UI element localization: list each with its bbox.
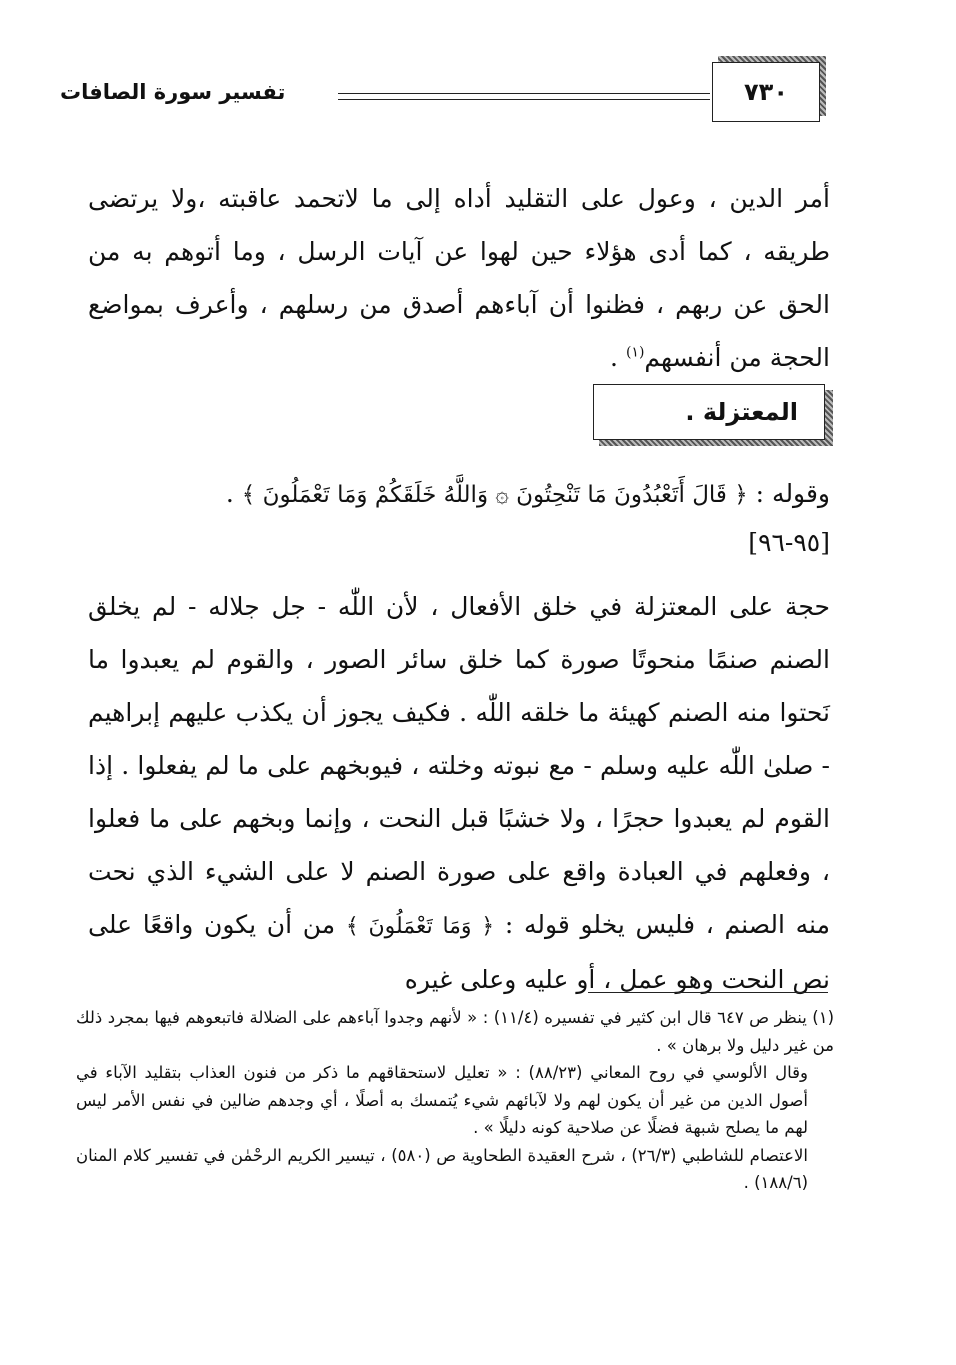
footnote-marker: (١): [625, 344, 645, 361]
quote-verse: ﴿ قَالَ أَتَعْبُدُونَ مَا تَنْحِتُونَ ۞ وَاللَّهُ خَلَقَكُمْ وَمَا تَعْمَلُونَ ﴾: [241, 482, 748, 508]
verse-reference: [٩٥-٩٦]: [748, 528, 830, 557]
paragraph-1: [88, 172, 830, 384]
paragraph-1-end: .: [610, 343, 626, 372]
footnote-1-paragraph-2: وقال الألوسي في روح المعاني (٨٨/٢٣) : « تعليل لاستحقاقهم ما ذكر من فنون العذاب بتقليد الآباء في أصول الدين من غير أن يكون لهم ولا لآبائهم شيء يُتمسك به أصلًا ، أي وجدهم ضالين في نفس الأمر ليس لهم ما يصلح شبهة فضلًا عن صلاحية كونه دليلًا » .: [76, 1063, 808, 1137]
header-double-rule: [338, 93, 710, 100]
paragraph-2-text-b: من أن يكون واقعًا على نص النحت وهو عمل ، أو عليه وعلى غيره: [88, 910, 830, 994]
running-title: تفسير سورة الصافات: [60, 80, 286, 104]
footnote-rule: [588, 992, 828, 993]
quote-intro: وقوله :: [747, 479, 830, 508]
footnote-1-number: (١): [812, 1008, 834, 1027]
paragraph-2-text-a: حجة على المعتزلة في خلق الأفعال ، لأن اللّٰه - جل جلاله - لم يخلق الصنم صنمًا منحوتًا صورة كما خلق سائر الصور ، والقوم لم يعبدوا ما نَحتوا منه الصنم كهيئة ما خلقه اللّٰه . فكيف يجوز أن يكذب عليهم إبراهيم - صلىٰ اللّٰه عليه وسلم - مع نبوته وخلته ، فيوبخهم على ما لم يفعلوا . إذا القوم لم يعبدوا حجرًا ، ولا خشبًا قبل النحت ، وإنما وبخهم على ما فعلوا ، وفعلهم في العبادة واقع على صورة الصنم لا على الشيء الذي نحت منه الصنم ، فليس يخلو قوله :: [88, 592, 830, 939]
quote-end: .: [225, 479, 242, 508]
paragraph-2: [88, 580, 830, 994]
quranic-quote: [88, 470, 830, 518]
page-number: ٧٣٠: [712, 62, 820, 122]
paragraph-2-verse: ﴿ وَمَا تَعْمَلُونَ ﴾: [345, 914, 495, 939]
footnotes: [76, 1004, 834, 1294]
footnote-1-paragraph-3: الاعتصام للشاطبي (٢٦/٣) ، شرح العقيدة الطحاوية ص (٥٨٠) ، تيسير الكريم الرحْمٰن في تفسير كلام المنان (١٨٨/٦) .: [76, 1145, 808, 1192]
section-heading: المعتزلة .: [593, 384, 825, 440]
footnote-1-text: ينظر ص ٦٤٧ قال ابن كثير في تفسيره (١١/٤) : « لأنهم وجدوا آباءهم على الضلالة فاتبعوهم فيها بمجرد ذلك من غير دليل ولا برهان » .: [76, 1008, 834, 1055]
footnote-1: [76, 1004, 834, 1059]
paragraph-1-text: أمر الدين ، وعول على التقليد أداه إلى ما لاتحمد عاقبته ،ولا يرتضى طريقه ، كما أدى هؤلاء حين لهوا عن آيات الرسل ، وما أتوهم به من الحق عن ربهم ، فظنوا أن آباءهم أصدق من رسلهم ، وأعرف بمواضع الحجة من أنفسهم: [88, 184, 830, 372]
